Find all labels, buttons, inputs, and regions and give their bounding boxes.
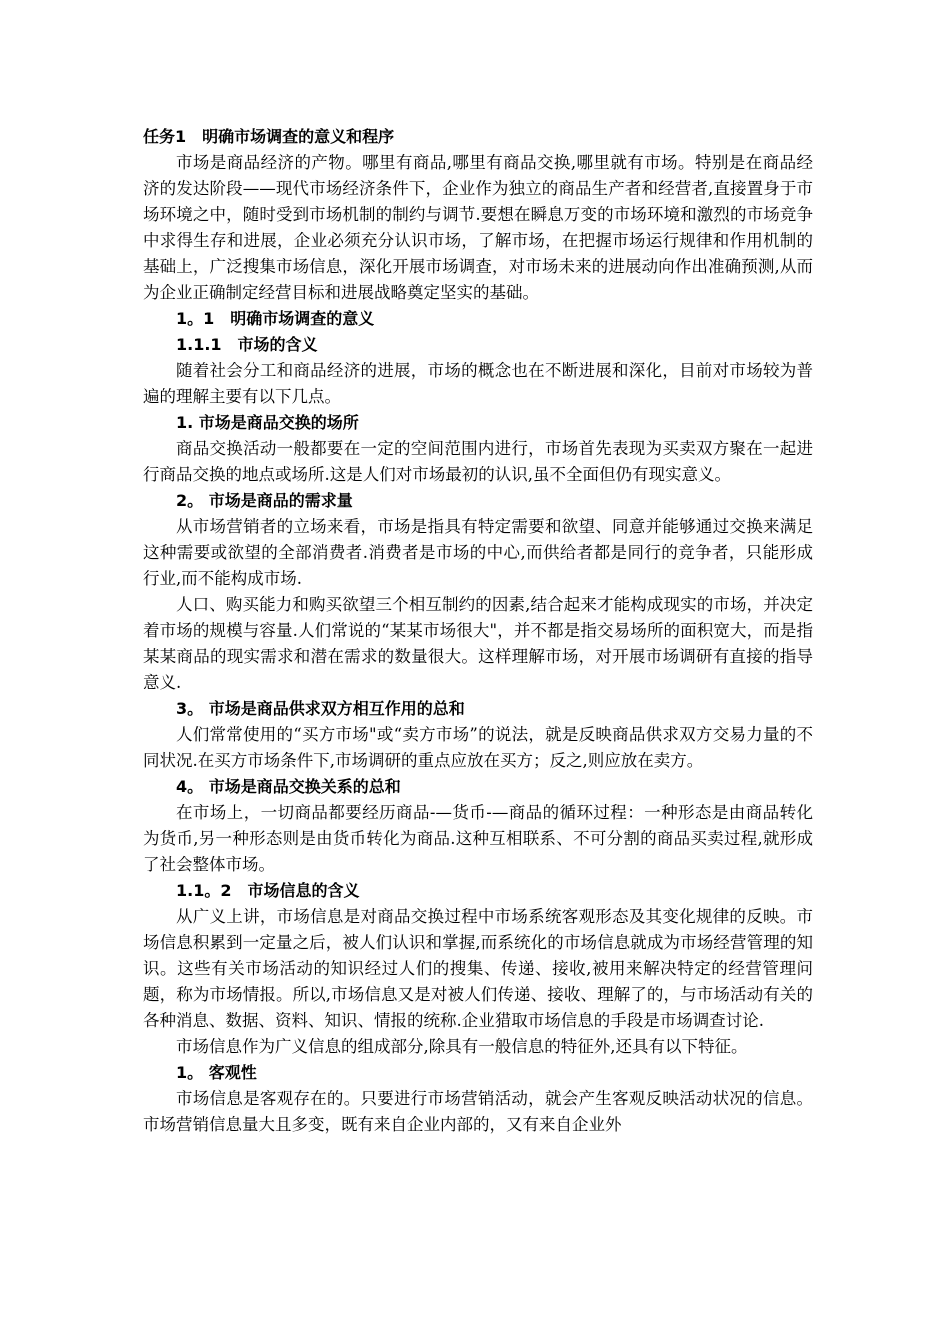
feature-heading-1: 1。 客观性 [176, 1063, 257, 1082]
point-heading-1: 1. 市场是商品交换的场所 [176, 413, 359, 432]
market-info-paragraph: 从广义上讲，市场信息是对商品交换过程中市场系统客观形态及其变化规律的反映。市场信息积累到一定量之后，被人们认识和掌握,而系统化的市场信息就成为市场经营管理的知识。这些有关市场活动的知识经过人们的搜集、传递、接收,被用来解决特定的经营管理问题，称为市场情报。所以,市场信息又是对被人们传递、接收、理解了的，与市场活动有关的各种消息、数据、资料、知识、情报的统称.企业猎取市场信息的手段是市场调查讨论. [143, 907, 813, 1030]
task-title: 任务1 明确市场调查的意义和程序 [143, 127, 395, 146]
point-1-paragraph: 商品交换活动一般都要在一定的空间范围内进行，市场首先表现为买卖双方聚在一起进行商品交换的地点或场所.这是人们对市场最初的认识,虽不全面但仍有现实意义。 [143, 439, 813, 484]
feature-1-paragraph: 市场信息是客观存在的。只要进行市场营销活动，就会产生客观反映活动状况的信息。市场营销信息量大且多变，既有来自企业内部的，又有来自企业外 [143, 1089, 813, 1134]
point-heading-3: 3。 市场是商品供求双方相互作用的总和 [176, 699, 465, 718]
market-definition-paragraph: 随着社会分工和商品经济的进展，市场的概念也在不断进展和深化，目前对市场较为普遍的理解主要有以下几点。 [143, 361, 813, 406]
point-heading-2: 2。 市场是商品的需求量 [176, 491, 353, 510]
point-heading-4: 4。 市场是商品交换关系的总和 [176, 777, 401, 796]
market-info-features-paragraph: 市场信息作为广义信息的组成部分,除具有一般信息的特征外,还具有以下特征。 [176, 1037, 748, 1056]
point-2-paragraph-b: 人口、购买能力和购买欲望三个相互制约的因素,结合起来才能构成现实的市场，并决定着市场的规模与容量.人们常说的“某某市场很大"，并不都是指交易场所的面积宽大，而是指某某商品的现实需求和潜在需求的数量很大。这样理解市场，对开展市场调研有直接的指导意义. [143, 595, 813, 692]
subsection-heading-1-1-2: 1.1。2 市场信息的含义 [176, 881, 360, 900]
point-3-paragraph: 人们常常使用的“买方市场"或“卖方市场”的说法，就是反映商品供求双方交易力量的不同状况.在买方市场条件下,市场调研的重点应放在买方；反之,则应放在卖方。 [143, 725, 813, 770]
point-4-paragraph: 在市场上，一切商品都要经历商品-—货币-—商品的循环过程：一种形态是由商品转化为货币,另一种形态则是由货币转化为商品.这种互相联系、不可分割的商品买卖过程,就形成了社会整体市场。 [143, 803, 813, 874]
subsection-heading-1-1-1: 1.1.1 市场的含义 [176, 335, 318, 354]
intro-paragraph: 市场是商品经济的产物。哪里有商品,哪里有商品交换,哪里就有市场。特别是在商品经济的发达阶段——现代市场经济条件下，企业作为独立的商品生产者和经营者,直接置身于市场环境之中，随时受到市场机制的制约与调节.要想在瞬息万变的市场环境和激烈的市场竞争中求得生存和进展，企业必须充分认识市场，了解市场，在把握市场运行规律和作用机制的基础上，广泛搜集市场信息，深化开展市场调查，对市场未来的进展动向作出准确预测,从而为企业正确制定经营目标和进展战略奠定坚实的基础。 [143, 153, 813, 302]
section-heading-1-1: 1。1 明确市场调查的意义 [176, 309, 375, 328]
point-2-paragraph-a: 从市场营销者的立场来看，市场是指具有特定需要和欲望、同意并能够通过交换来满足这种需要或欲望的全部消费者.消费者是市场的中心,而供给者都是同行的竞争者，只能形成行业,而不能构成市场. [143, 517, 813, 588]
document-page [143, 124, 813, 1138]
